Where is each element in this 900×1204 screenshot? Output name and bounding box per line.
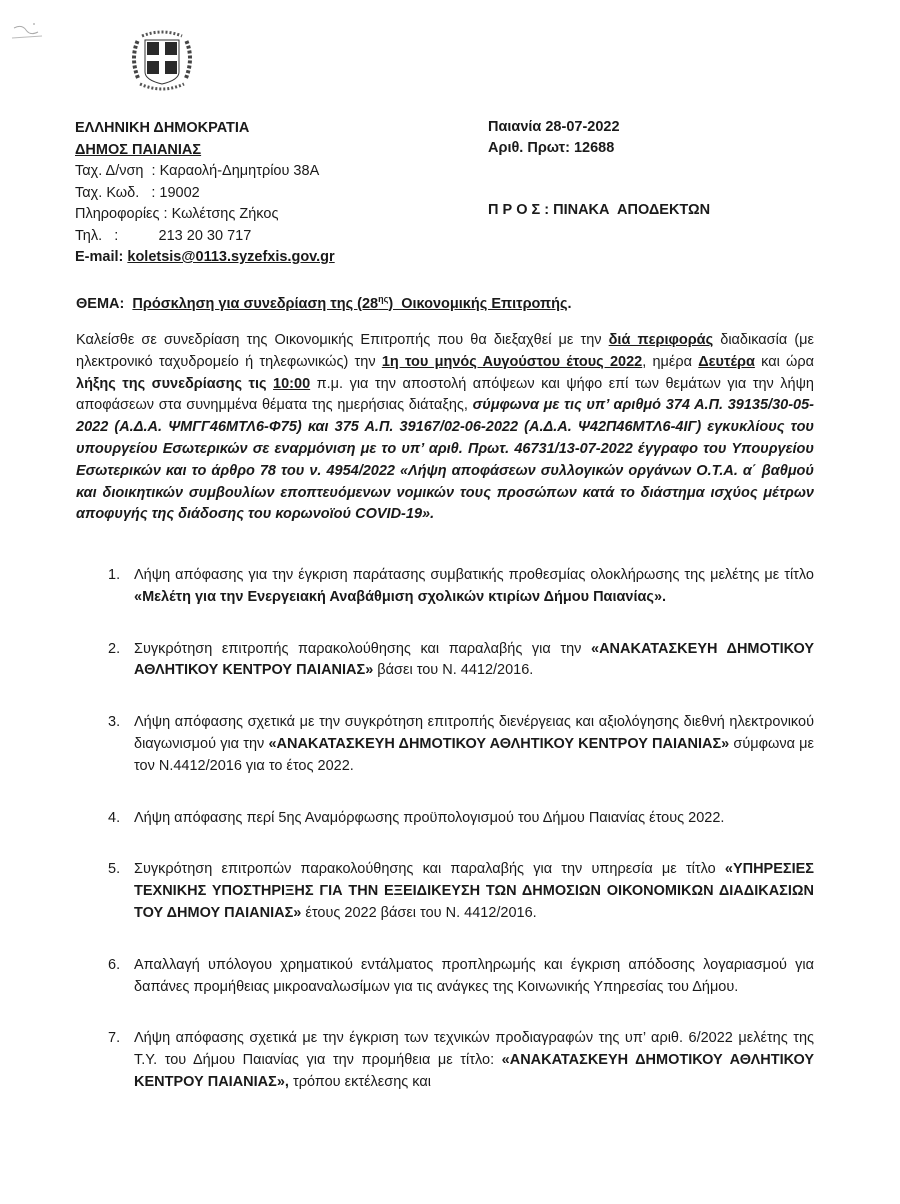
info-row — [75, 204, 335, 226]
item-text: Συγκρότηση επιτροπών παρακολούθησης και παραλαβής για την υπηρεσία με τίτλο — [134, 861, 725, 878]
item-text: Λήψη απόφασης σχετικά με την έγκριση των τεχνικών προδιαγραφών της υπ’ αριθ. 6/2022 μελέτης της Τ.Υ. του Δήμου Παιανίας για την προμήθεια με τίτλο: — [134, 1030, 814, 1069]
greek-coat-of-arms-icon — [128, 28, 196, 94]
body-emphasis: λήξης της συνεδρίασης τις — [76, 375, 274, 392]
item-title: «ΑΝΑΚΑΤΑΣΚΕΥΗ ΔΗΜΟΤΙΚΟΥ ΑΘΛΗΤΙΚΟΥ ΚΕΝΤΡΟΥ ΠΑΙΑΝΙΑΣ» — [268, 735, 730, 752]
subject-label: ΘΕΜΑ: — [76, 295, 133, 312]
to-label: Π Ρ Ο Σ : — [488, 202, 554, 218]
email-row — [75, 247, 335, 269]
item-number: 4. — [108, 809, 121, 826]
agenda-item — [96, 1028, 814, 1093]
item-text: βάσει του Ν. 4412/2016. — [373, 662, 534, 679]
body-text: και ώρα — [754, 353, 814, 370]
item-number: 2. — [108, 640, 121, 657]
body-text: διαδικασία (με ηλεκτρονικό ταχυδρομείο ή τηλεφωνικώς) την — [76, 332, 815, 370]
agenda-item — [96, 808, 814, 830]
body-text: Καλείσθε σε συνεδρίαση της Οικονομικής Επιτροπής που θα διεξαχθεί με την — [76, 332, 609, 348]
meeting-date: 1η του μηνός Αυγούστου έτους 2022 — [381, 353, 643, 370]
to-value: ΠΙΝΑΚΑ ΑΠΟΔΕΚΤΩΝ — [553, 202, 711, 218]
subject-text-part: Πρόσκληση για συνεδρίαση της (28 — [132, 295, 379, 312]
agenda-item — [96, 859, 814, 924]
address-value: Καραολή-Δημητρίου 38Α — [159, 163, 320, 179]
agenda-item — [96, 565, 814, 609]
postcode-label: Ταχ. Κωδ. : — [75, 184, 160, 201]
body-emphasis: διά περιφοράς — [608, 332, 714, 348]
phone-value: 213 20 30 717 — [158, 227, 252, 244]
email-link[interactable]: koletsis@0113.syzefxis.gov.gr — [127, 249, 335, 265]
info-label: Πληροφορίες : — [75, 206, 172, 222]
subject-sup: ης — [378, 294, 389, 304]
item-text: σύμφωνα με τον Ν.4412/2016 για το έτος 2022. — [134, 735, 814, 774]
phone-label: Τηλ. : — [75, 227, 159, 244]
item-number: 3. — [108, 714, 121, 731]
recipients-line — [488, 202, 710, 218]
invitation-paragraph — [76, 330, 814, 526]
body-text: π.μ. για την αποστολή απόψεων και ψήφο επί των θεμάτων για την λήψη αποφάσεων στα συνημμένα θέματα της ημερήσιας διάταξης, — [76, 375, 814, 414]
agenda-list — [96, 565, 814, 1094]
sender-block — [75, 118, 335, 269]
handwritten-mark-icon — [8, 14, 58, 44]
item-title: «ΑΝΑΚΑΤΑΣΚΕΥΗ ΔΗΜΟΤΙΚΟΥ ΑΘΛΗΤΙΚΟΥ ΚΕΝΤΡΟΥ ΠΑΙΑΝΙΑΣ» — [134, 640, 815, 679]
item-title: «ΥΠΗΡΕΣΙΕΣ ΤΕΧΝΙΚΗΣ ΥΠΟΣΤΗΡΙΞΗΣ ΓΙΑ ΤΗΝ ΕΞΕΙΔΙΚΕΥΣΗ ΤΩΝ ΔΗΜΟΣΙΩΝ ΟΙΚΟΝΟΜΙΚΩΝ ΔΙΑΔΙΚΑΣΙΩΝ ΤΟΥ ΔΗΜΟΥ ΠΑΙΑΝΙΑΣ» — [134, 861, 814, 921]
meeting-day: Δευτέρα — [698, 353, 755, 370]
item-text: έτους 2022 βάσει του Ν. 4412/2016. — [301, 904, 537, 921]
date-protocol-block — [488, 117, 620, 159]
item-text: Λήψη απόφασης για την έγκριση παράτασης συμβατικής προθεσμίας ολοκλήρωσης της μελέτης με τίτλο — [134, 567, 814, 583]
date-line: Παιανία 28-07-2022 — [488, 119, 620, 135]
item-text: τρόπου εκτέλεσης και — [288, 1073, 431, 1090]
postcode-row — [75, 183, 335, 205]
subject-text — [132, 296, 567, 312]
protocol-number: Αριθ. Πρωτ: 12688 — [488, 140, 615, 156]
item-title: «ΑΝΑΚΑΤΑΣΚΕΥΗ ΔΗΜΟΤΙΚΟΥ ΑΘΛΗΤΙΚΟΥ ΚΕΝΤΡΟΥ ΠΑΙΑΝΙΑΣ», — [134, 1052, 814, 1090]
item-number: 1. — [108, 567, 121, 583]
item-text: Απαλλαγή υπόλογου χρηματικού εντάλματος προπληρωμής και έγκριση απόδοσης λογαριασμού για δαπάνες προμήθειας μικροαναλωσίμων για τις ανάγκες της Κοινωνικής Υπηρεσίας του Δήμου. — [134, 956, 814, 995]
email-label: E-mail: — [75, 249, 128, 265]
org-name: ΕΛΛΗΝΙΚΗ ΔΗΜΟΚΡΑΤΙΑ — [75, 120, 250, 136]
subject-text-part: ) Οικονομικής Επιτροπής — [388, 295, 568, 312]
municipality-name: ΔΗΜΟΣ ΠΑΙΑΝΙΑΣ — [75, 141, 202, 158]
item-text: Λήψη απόφασης σχετικά με την συγκρότηση επιτροπής διενέργειας και αξιολόγησης διεθνή ηλεκτρονικού διαγωνισμού για την — [134, 714, 814, 752]
subject-line — [76, 294, 572, 312]
info-value: Κωλέτσης Ζήκος — [171, 206, 279, 222]
item-title: «Μελέτη για την Ενεργειακή Αναβάθμιση σχολικών κτιρίων Δήμου Παιανίας». — [134, 588, 667, 605]
meeting-time: 10:00 — [273, 375, 311, 392]
subject-end: . — [567, 295, 572, 312]
agenda-item — [96, 712, 814, 777]
postcode-value: 19002 — [159, 184, 200, 201]
agenda-item — [96, 955, 814, 999]
phone-row — [75, 226, 335, 248]
item-text: Συγκρότηση επιτροπής παρακολούθησης και παραλαβής για την — [134, 640, 592, 657]
address-row — [75, 161, 335, 183]
address-label: Ταχ. Δ/νση : — [75, 163, 160, 179]
item-number: 7. — [108, 1030, 121, 1047]
item-number: 6. — [108, 956, 121, 973]
body-text: , ημέρα — [642, 353, 699, 370]
item-text: Λήψη απόφασης περί 5ης Αναμόρφωσης προϋπολογισμού του Δήμου Παιανίας έτους 2022. — [134, 809, 725, 826]
item-number: 5. — [108, 861, 121, 878]
agenda-item — [96, 639, 814, 683]
legal-reference: σύμφωνα με τις υπ’ αριθμό 374 Α.Π. 39135/30-05-2022 (Α.Δ.Α. ΨΜΓΓ46ΜΤΛ6-Φ75) και 375 Α.Π. 39167/02-06-2022 (Α.Δ.Α. Ψ42Π46ΜΤΛ6-4ΙΓ) εγκυκλίους του υπουργείου Εσωτερικών σε εναρμόνιση με το υπ’ αριθ. Πρωτ. 46731/13-07-2022 έγγραφο του Υπουργείου Εσωτερικών και το άρθρο 78 του ν. 4954/2022 «Λήψη αποφάσεων συλλογικών οργάνων Ο.Τ.Α. α΄ βαθμού και διοικητικών συμβουλίων εποπτευόμενων νομικών τους προσώπων κατά το διάστημα ισχύος μέτρων αποφυγής της διάδοσης του κορωνοϊού COVID-19». — [76, 397, 814, 523]
